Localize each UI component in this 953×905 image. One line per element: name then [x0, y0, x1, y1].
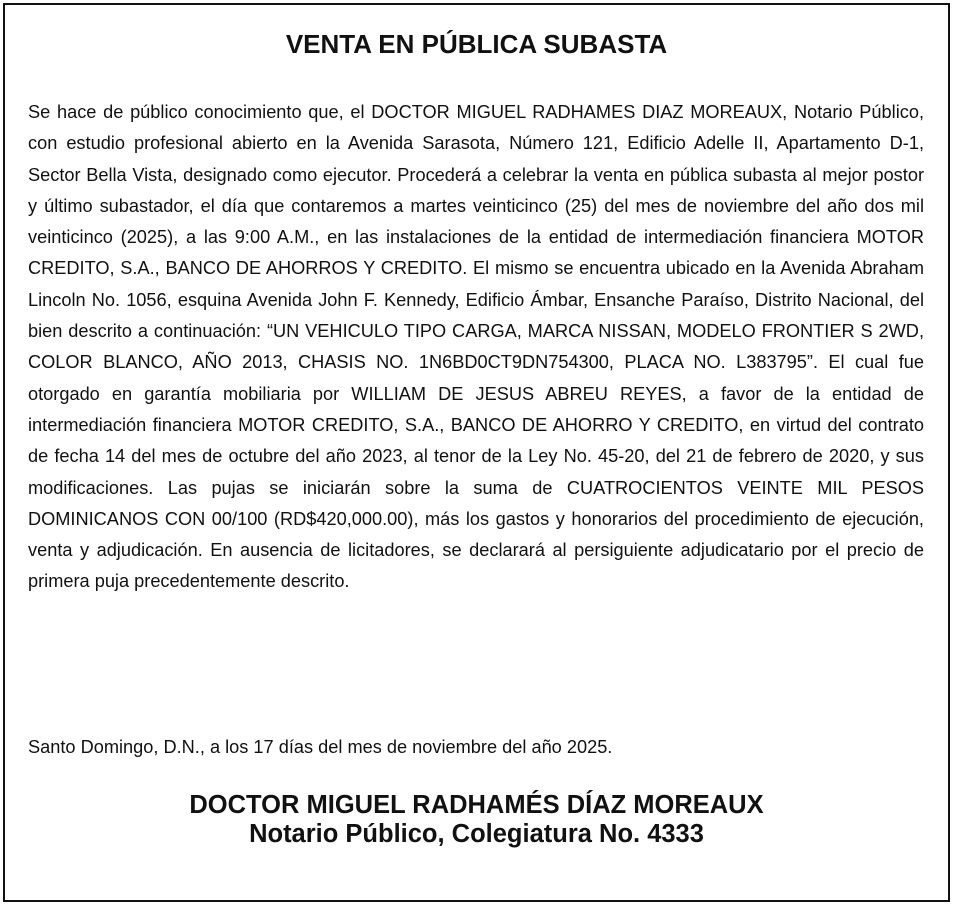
signature-block	[5, 791, 948, 849]
signatory-credential: Notario Público, Colegiatura No. 4333	[249, 820, 704, 848]
signatory-name: DOCTOR MIGUEL RADHAMÉS DÍAZ MOREAUX	[189, 791, 764, 819]
notice-date-line: Santo Domingo, D.N., a los 17 días del mes de noviembre del año 2025.	[28, 737, 613, 757]
notice-body: Se hace de público conocimiento que, el DOCTOR MIGUEL RADHAMES DIAZ MOREAUX, Notario Público, con estudio profesional abierto en la Avenida Sarasota, Número 121, Edificio Adelle II, Apartamento D-1, Sector Bella Vista, designado como ejecutor. Procederá a celebrar la venta en pública subasta al mejor postor y último subastador, el día que contaremos a martes veinticinco (25) del mes de noviembre del año dos mil veinticinco (2025), a las 9:00 A.M., en las instalaciones de la entidad de intermediación financiera MOTOR CREDITO, S.A., BANCO DE AHORROS Y CREDITO. El mismo se encuentra ubicado en la Avenida Abraham Lincoln No. 1056, esquina Avenida John F. Kennedy, Edificio Ámbar, Ensanche Paraíso, Distrito Nacional, del bien descrito a continuación: “UN VEHICULO TIPO CARGA, MARCA NISSAN, MODELO FRONTIER S 2WD, COLOR BLANCO, AÑO 2013, CHASIS NO. 1N6BD0CT9DN754300, PLACA NO. L383795”. El cual fue otorgado en garantía mobiliaria por WILLIAM DE JESUS ABREU REYES, a favor de la entidad de intermediación financiera MOTOR CREDITO, S.A., BANCO DE AHORRO Y CREDITO, en virtud del contrato de fecha 14 del mes de octubre del año 2023, al tenor de la Ley No. 45-20, del 21 de febrero de 2020, y sus modificaciones. Las pujas se iniciarán sobre la suma de CUATROCIENTOS VEINTE MIL PESOS DOMINICANOS CON 00/100 (RD$420,000.00), más los gastos y honorarios del procedimiento de ejecución, venta y adjudicación. En ausencia de licitadores, se declarará al persiguiente adjudicatario por el precio de primera puja precedentemente descrito.	[28, 102, 924, 592]
notice-title: VENTA EN PÚBLICA SUBASTA	[285, 29, 668, 59]
legal-notice-box	[3, 3, 950, 902]
